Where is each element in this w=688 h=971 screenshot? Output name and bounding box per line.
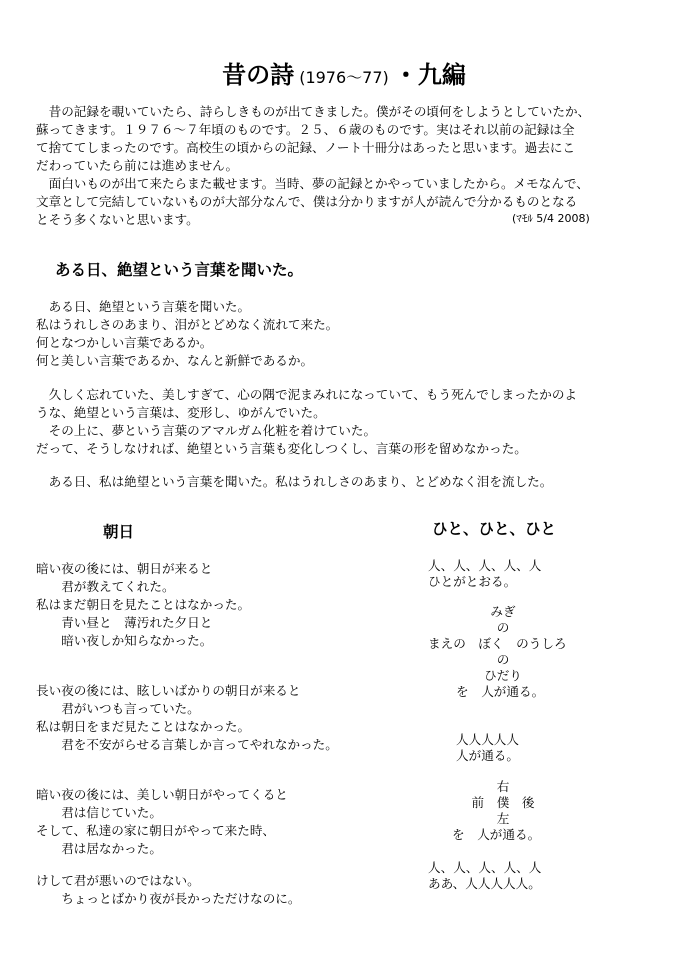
page-title: [0, 55, 688, 90]
title-main: 昔の詩: [222, 61, 295, 89]
title-count: 九編: [417, 61, 466, 89]
poem1-title: ある日、絶望という言葉を聞いた。: [55, 261, 304, 279]
poem2-title: 朝日: [103, 523, 135, 541]
poem2-line: 青い昼と 薄汚れた夕日と: [36, 615, 213, 630]
poem2-line: ちょっとばかり夜が長かっただけなのに。: [36, 891, 301, 906]
poem3-line: 左: [496, 811, 510, 826]
poem3-line: の: [496, 652, 510, 667]
poem2-line: 暗い夜しか知らなかった。: [36, 633, 213, 648]
poem3-line: ああ、人人人人人。: [428, 876, 541, 891]
poem2-line: 君を不安がらせる言葉しか言ってやれなかった。: [36, 737, 338, 752]
poem3-line: の: [496, 620, 510, 635]
poem2-line: 君が教えてくれた。: [36, 579, 175, 594]
intro-line: 昔の記録を覗いていたら、詩らしきものが出てきました。僕がその頃何をしようとしていたか、: [36, 104, 591, 119]
poem1-line: 久しく忘れていた、美しすぎて、心の隅で泥まみれになっていて、もう死んでしまったかのよ: [36, 387, 578, 402]
intro-line: 文章として完結していないものが大部分なんで、僕は分かりますが人が読んで分かるものとなる: [36, 194, 578, 209]
poem3-line: 前 僕 後: [471, 795, 535, 810]
signature: (ﾏﾓﾙ 5/4 2008): [512, 212, 590, 225]
poem1-line: ある日、絶望という言葉を聞いた。: [36, 299, 251, 314]
poem3-line: 人、人、人、人、人: [428, 558, 542, 573]
intro-line: だわっていたら前には進めません。: [36, 158, 239, 173]
poem3-line: みぎ: [490, 604, 516, 619]
poem2-line: 私はまだ朝日を見たことはなかった。: [36, 597, 251, 612]
poem1-line: 私はうれしさのあまり、泪がとどめなく流れて来た。: [36, 317, 339, 332]
poem2-line: けして君が悪いのではない。: [36, 873, 200, 888]
intro-line: とそう多くないと思います。: [36, 212, 199, 227]
poem2-line: 君は居なかった。: [36, 841, 162, 856]
poem3-line: 右: [496, 779, 510, 794]
poem2-line: 君は信じていた。: [36, 805, 162, 820]
poem2-line: 君がいつも言っていた。: [36, 701, 200, 716]
poem1-line: ある日、私は絶望という言葉を聞いた。私はうれしさのあまり、とどめなく泪を流した。: [36, 474, 553, 489]
poem3-line: 人、人、人、人、人: [428, 860, 542, 875]
poem2-line: そして、私達の家に朝日がやって来た時、: [36, 823, 276, 838]
poem3-line: を 人が通る。: [452, 827, 541, 842]
poem3-line: を 人が通る。: [456, 684, 545, 699]
poem2-line: 長い夜の後には、眩しいばかりの朝日が来ると: [36, 683, 301, 698]
poem3-line: ひとがとおる。: [428, 574, 517, 589]
poem3-line: ひだり: [484, 668, 522, 683]
intro-line: 面白いものが出て来たらまた載せます。当時、夢の記録とかやっていましたから。メモなんで、: [36, 176, 589, 191]
poem1-line: だって、そうしなければ、絶望という言葉も変化しつくし、言葉の形を留めなかった。: [36, 441, 527, 456]
poem3-title: ひと、ひと、ひと: [432, 520, 557, 538]
poem2-line: 私は朝日をまだ見たことはなかった。: [36, 719, 251, 734]
intro-line: 蘇ってきます。１９７６～７年頃のものです。２５、６歳のものです。実はそれ以前の記録は全: [36, 122, 575, 137]
title-years: (1976～77): [299, 68, 389, 87]
poem2-line: 暗い夜の後には、朝日が来ると: [36, 561, 213, 576]
poem3-line: 人人人人人: [456, 732, 519, 747]
poem1-line: その上に、夢という言葉のアマルガム化粧を着けていた。: [36, 423, 377, 438]
poem1-line: 何と美しい言葉であるか、なんと新鮮であるか。: [36, 353, 314, 368]
poem1-line: うな、絶望という言葉は、変形し、ゆがんでいた。: [36, 405, 326, 420]
intro-line: て捨ててしまったのです。高校生の頃からの記録、ノート十冊分はあったと思います。過去にこ: [36, 140, 576, 155]
poem3-line: 人が通る。: [456, 748, 519, 763]
poem2-line: 暗い夜の後には、美しい朝日がやってくると: [36, 787, 288, 802]
poem3-line: まえの ぼく のうしろ: [428, 636, 567, 651]
title-sep: ・: [393, 61, 418, 89]
poem1-line: 何となつかしい言葉であるか。: [36, 335, 213, 350]
